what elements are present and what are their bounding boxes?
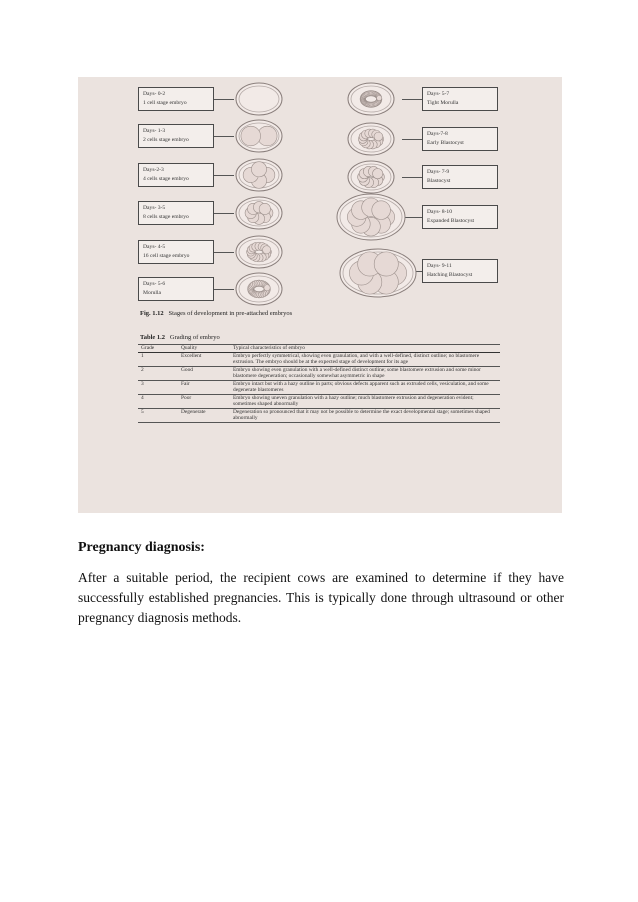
embryo-grading-table — [138, 344, 500, 423]
stage-label-box — [138, 277, 214, 301]
stage-days: Days- 4-5 — [143, 244, 166, 250]
connector-line — [402, 99, 422, 100]
stage-name: Expanded Blastocyst — [427, 218, 475, 224]
quality-cell: Fair — [178, 380, 230, 394]
stage-label-box — [138, 87, 214, 111]
figure-caption — [140, 310, 292, 317]
stage-days: Days- 0-2 — [143, 91, 166, 97]
embryo-drawing — [336, 245, 420, 301]
characteristics-cell: Degeneration so pronounced that it may not be possible to determine the exact developmental stage; sometimes shaped abnormally — [230, 408, 500, 422]
embryo-drawing — [344, 119, 398, 159]
stage-days: Days- 9-11 — [427, 263, 452, 269]
stage-label-box — [422, 205, 498, 229]
table-row — [138, 352, 500, 366]
stage-name: 1 cell stage embryo — [143, 100, 187, 106]
stage-label-box — [422, 127, 498, 151]
quality-cell: Poor — [178, 394, 230, 408]
embryo-drawing — [232, 155, 286, 195]
stage-days: Days- 8-10 — [427, 209, 453, 215]
connector-line — [214, 252, 234, 253]
embryo-drawing — [232, 193, 286, 233]
stage-label-box — [422, 87, 498, 111]
grade-cell: 5 — [138, 408, 178, 422]
stage-label-box — [138, 240, 214, 264]
stage-days: Days- 7-9 — [427, 169, 450, 175]
connector-line — [214, 289, 234, 290]
table-header-row — [138, 345, 500, 353]
stage-days: Days-2-3 — [143, 167, 164, 173]
connector-line — [402, 177, 422, 178]
stage-name: Blastocyst — [427, 178, 451, 184]
table-body — [138, 352, 500, 422]
embryo-figure-image — [78, 77, 562, 513]
stage-days: Days-7-8 — [427, 131, 448, 137]
column-header-characteristics: Typical characteristics of embryo — [230, 345, 500, 353]
stage-label-box — [138, 163, 214, 187]
quality-cell: Excellent — [178, 352, 230, 366]
grade-cell: 4 — [138, 394, 178, 408]
connector-line — [214, 213, 234, 214]
table-row — [138, 380, 500, 394]
column-header-grade: Grade — [138, 345, 178, 353]
stage-name: Hatching Blastocyst — [427, 272, 473, 278]
characteristics-cell: Embryo showing even granulation with a well-defined distinct outline; some blastomere extrusion and some minor blastomere degeneration; occasionally somewhat asymmetric in shape — [230, 366, 500, 380]
embryo-drawing — [232, 232, 286, 272]
stage-name: Tight Morulla — [427, 100, 459, 106]
section-body-text: After a suitable period, the recipient cows are examined to determine if they have successfully established pregnancies. This is typically done through ultrasound or other pregnancy diagnosis methods. — [78, 570, 564, 625]
characteristics-cell: Embryo showing uneven granulation with a hazy outline; much blastomere extrusion and degeneration evident; sometimes shaped abnormally — [230, 394, 500, 408]
connector-line — [402, 139, 422, 140]
characteristics-cell: Embryo perfectly symmetrical, showing even granulation, and with a well-defined, distinct outline; no blastomere extrusion. The embryo should be at the expected stage of development for its age — [230, 352, 500, 366]
embryo-drawing — [333, 190, 409, 244]
connector-line — [214, 175, 234, 176]
table-title-text: Grading of embryo — [169, 334, 220, 341]
stage-label-box — [422, 259, 498, 283]
table-row — [138, 366, 500, 380]
quality-cell: Good — [178, 366, 230, 380]
stage-name: 8 cells stage embryo — [143, 214, 189, 220]
table-title — [140, 334, 220, 341]
table-row — [138, 408, 500, 422]
stage-label-box — [138, 124, 214, 148]
embryo-drawing — [344, 79, 398, 119]
grade-cell: 1 — [138, 352, 178, 366]
grade-cell: 3 — [138, 380, 178, 394]
stage-name: 16 cell stage embryo — [143, 253, 190, 259]
quality-cell: Degenerate — [178, 408, 230, 422]
embryo-drawing — [232, 269, 286, 309]
column-header-quality: Quality — [178, 345, 230, 353]
stage-name: Early Blastocyst — [427, 140, 464, 146]
connector-line — [214, 99, 234, 100]
connector-line — [214, 136, 234, 137]
stage-days: Days- 1-3 — [143, 128, 166, 134]
figure-label: Fig. 1.12 — [140, 310, 164, 317]
table-label: Table 1.2 — [140, 334, 166, 341]
embryo-drawing — [232, 79, 286, 119]
table-row — [138, 394, 500, 408]
embryo-drawing — [232, 116, 286, 156]
figure-caption-text: Stages of development in pre-attached embryos — [168, 310, 293, 317]
grade-cell: 2 — [138, 366, 178, 380]
section-heading: Pregnancy diagnosis: — [78, 540, 205, 555]
stage-name: Morulla — [143, 290, 162, 296]
stage-label-box — [138, 201, 214, 225]
stage-label-box — [422, 165, 498, 189]
stage-days: Days- 3-5 — [143, 205, 166, 211]
characteristics-cell: Embryo intact but with a hazy outline in parts; obvious defects apparent such as extruded cells, vesiculation, and some degenerate blastomeres — [230, 380, 500, 394]
stage-days: Days- 5-6 — [143, 281, 166, 287]
stage-name: 2 cells stage embryo — [143, 137, 189, 143]
stage-name: 4 cells stage embryo — [143, 176, 189, 182]
stage-days: Days- 5-7 — [427, 91, 450, 97]
